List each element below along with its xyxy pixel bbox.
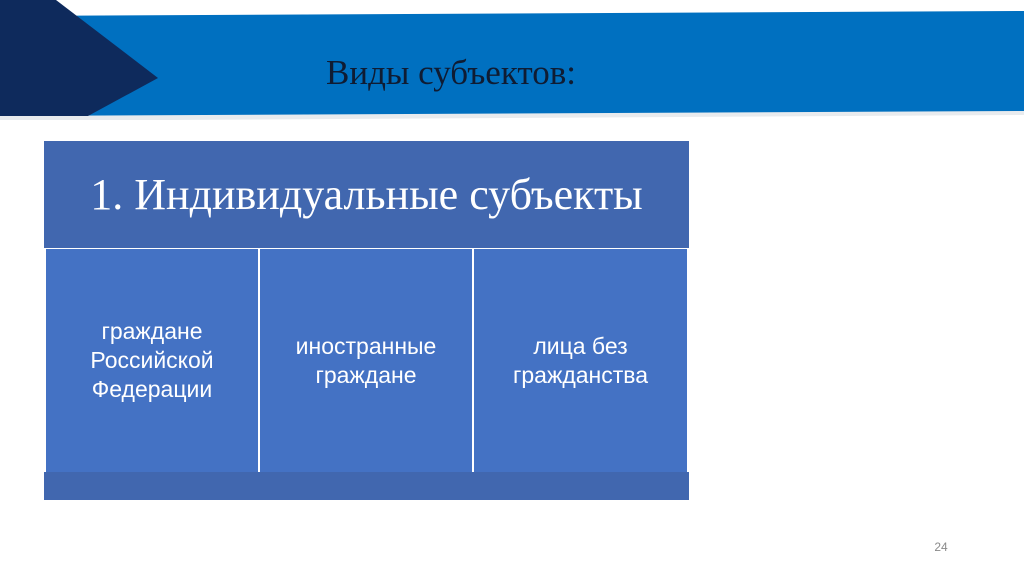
subjects-diagram [44, 141, 689, 500]
slide-title: Виды субъектов: [326, 53, 576, 92]
page-number: 24 [934, 540, 948, 554]
diagram-item-foreign-citizens: иностранные граждане [260, 249, 472, 472]
diagram-header: 1. Индивидуальные субъекты [44, 141, 689, 248]
diagram-item-stateless-persons: лица без гражданства [474, 249, 687, 472]
diagram-base-bar [44, 472, 689, 500]
diagram-item-citizens: граждане Российской Федерации [46, 249, 258, 472]
